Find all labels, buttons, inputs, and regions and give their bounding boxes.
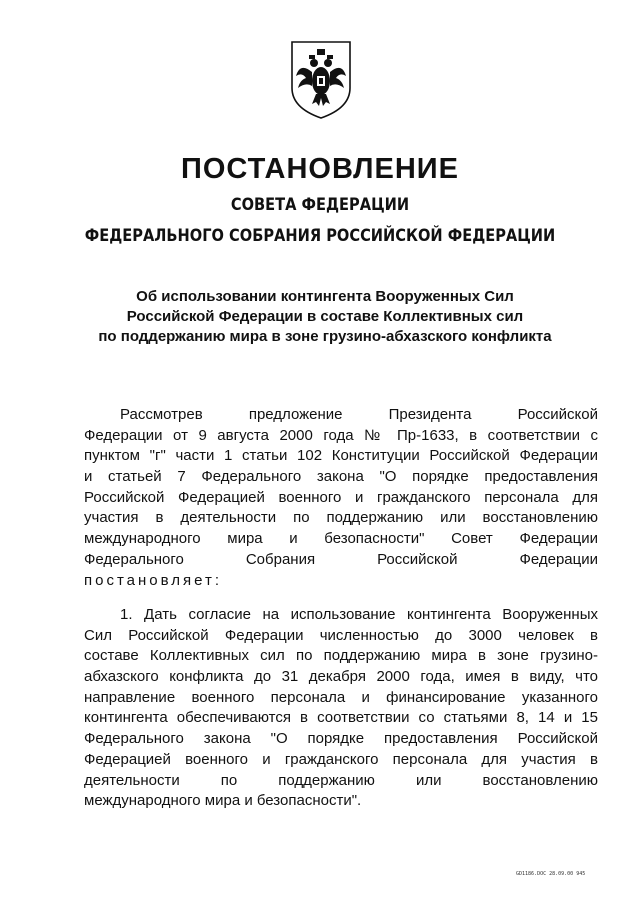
resolution-heading	[60, 287, 590, 347]
paragraph-item-1	[84, 605, 598, 812]
heading-line: Об использовании контингента Вооруженных Сил	[136, 288, 514, 305]
paragraph-line: Федерацией военного и гражданского персонала для участия в	[84, 750, 598, 768]
paragraph-line: Российской Федерацией военного и гражданского персонала для	[84, 488, 598, 506]
paragraph-line: составе Коллективных сил по поддержанию мира в зоне грузино-	[84, 647, 598, 665]
heading-line: по поддержанию мира в зоне грузино-абхазского конфликта	[98, 328, 552, 345]
paragraph-line: направление военного персонала и финансирование указанного	[84, 688, 598, 706]
paragraph-line: Федерального Собрания Российской Федерации	[84, 550, 598, 568]
paragraph-preamble	[84, 405, 598, 591]
paragraph-line: международного мира и безопасности" Совет Федерации	[84, 530, 598, 548]
paragraph-line: абхазского конфликта до 31 декабря 2000 года, имея в виду, что	[84, 668, 598, 686]
issuer-line-2: ФЕДЕРАЛЬНОГО СОБРАНИЯ РОССИЙСКОЙ ФЕДЕРАЦИИ	[84, 226, 556, 246]
issuer-line-1: СОВЕТА ФЕДЕРАЦИИ	[230, 195, 410, 215]
paragraph-line: деятельности по поддержанию или восстановлению	[84, 771, 598, 789]
paragraph-line: Сил Российской Федерации численностью до 3000 человек в	[84, 626, 598, 644]
double-headed-eagle-icon	[286, 36, 356, 122]
coat-of-arms-emblem	[286, 36, 356, 122]
paragraph-line: пунктом "г" части 1 статьи 102 Конституции Российской Федерации	[84, 447, 598, 465]
document-title: ПОСТАНОВЛЕНИЕ	[181, 153, 459, 185]
paragraph-line: международного мира и безопасности".	[84, 792, 362, 810]
paragraph-line: участия в деятельности по поддержанию или восстановлению	[84, 509, 598, 527]
paragraph-line: и статьей 7 Федерального закона "О порядке предоставления	[84, 468, 598, 486]
resolves-word: постановляет:	[84, 571, 223, 589]
file-code-footer: GD1186.DOC 28.09.00 945	[516, 871, 586, 877]
paragraph-line: Федерального закона "О порядке предоставления Российской	[84, 730, 598, 748]
paragraph-line: контингента обеспечиваются в соответствии со статьями 8, 14 и 15	[84, 709, 598, 727]
paragraph-line: Рассмотрев предложение Президента Российской	[120, 406, 598, 423]
paragraph-line: 1. Дать согласие на использование контингента Вооруженных	[120, 606, 598, 623]
heading-line: Российской Федерации в составе Коллективных сил	[126, 308, 524, 325]
paragraph-line: Федерации от 9 августа 2000 года № Пр-1633, в соответствии с	[84, 426, 598, 444]
